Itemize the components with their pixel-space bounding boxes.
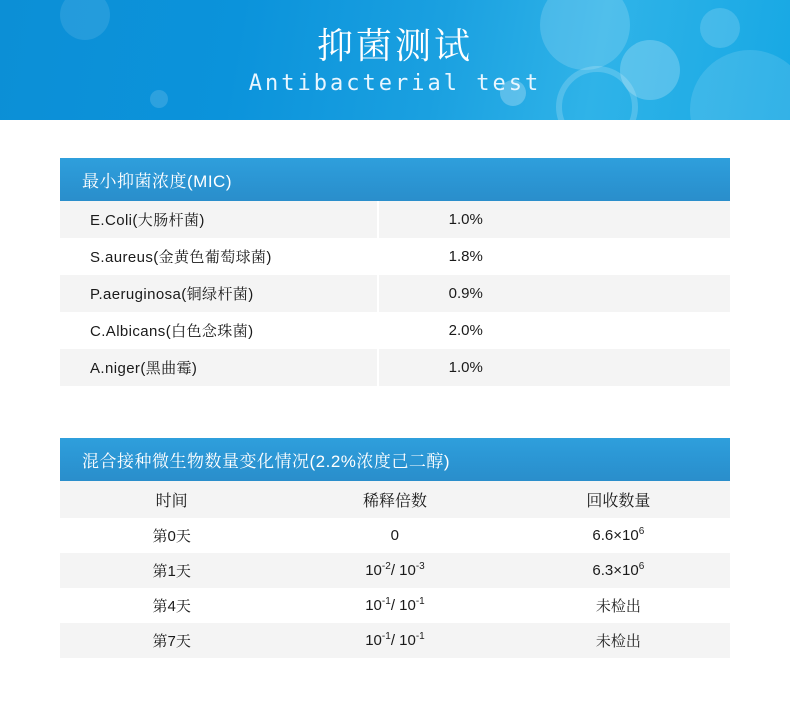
recovery-base: 6.6×10 xyxy=(592,527,639,544)
recovery-value xyxy=(507,623,730,658)
page-subtitle: Antibacterial test xyxy=(248,71,542,97)
recovery-value xyxy=(507,518,730,553)
dilution-a-base: 10 xyxy=(365,597,382,614)
dilution-b-base: 10 xyxy=(399,597,416,614)
table-row xyxy=(60,201,730,238)
table-row xyxy=(60,623,730,658)
recovery-base: 6.3×10 xyxy=(592,562,639,579)
mic-value: 1.0% xyxy=(378,201,730,238)
dilution-value xyxy=(283,588,506,623)
dilution-a-exponent: -1 xyxy=(381,596,391,607)
dilution-value xyxy=(283,623,506,658)
recovery-exponent: 6 xyxy=(638,561,645,572)
time-value: 第0天 xyxy=(60,518,283,553)
column-header-dilution: 稀释倍数 xyxy=(283,481,506,518)
table-row xyxy=(60,553,730,588)
table-row xyxy=(60,275,730,312)
recovery-exponent: 6 xyxy=(638,526,645,537)
dilution-b-exponent: -1 xyxy=(415,631,425,642)
mic-table-block xyxy=(60,158,730,386)
dilution-b-exponent: -3 xyxy=(415,561,425,572)
time-value: 第1天 xyxy=(60,553,283,588)
mic-value: 1.8% xyxy=(378,238,730,275)
table-row xyxy=(60,238,730,275)
dilution-separator: / xyxy=(390,632,400,649)
mic-table-header: 最小抑菌浓度(MIC) xyxy=(60,158,730,201)
counts-table-block xyxy=(60,438,730,658)
counts-table xyxy=(60,481,730,658)
organism-name: S.aureus(金黄色葡萄球菌) xyxy=(60,238,378,275)
organism-name: C.Albicans(白色念珠菌) xyxy=(60,312,378,349)
column-header-recovery: 回收数量 xyxy=(507,481,730,518)
mic-table xyxy=(60,201,730,386)
organism-name: E.Coli(大肠杆菌) xyxy=(60,201,378,238)
dilution-b-base: 10 xyxy=(399,562,416,579)
table-row xyxy=(60,518,730,553)
dilution-plain: 0 xyxy=(390,527,400,544)
table-row xyxy=(60,588,730,623)
time-value: 第4天 xyxy=(60,588,283,623)
dilution-separator: / xyxy=(390,562,400,579)
dilution-a-base: 10 xyxy=(365,632,382,649)
recovery-value xyxy=(507,588,730,623)
recovery-value xyxy=(507,553,730,588)
recovery-base: 未检出 xyxy=(595,598,641,615)
mic-value: 0.9% xyxy=(378,275,730,312)
dilution-a-exponent: -1 xyxy=(381,631,391,642)
dilution-b-base: 10 xyxy=(399,632,416,649)
dilution-value xyxy=(283,553,506,588)
table-row xyxy=(60,312,730,349)
mic-value: 1.0% xyxy=(378,349,730,386)
column-header-time: 时间 xyxy=(60,481,283,518)
organism-name: P.aeruginosa(铜绿杆菌) xyxy=(60,275,378,312)
time-value: 第7天 xyxy=(60,623,283,658)
dilution-b-exponent: -1 xyxy=(415,596,425,607)
page-title: 抑菌测试 xyxy=(316,24,473,66)
recovery-base: 未检出 xyxy=(595,633,641,650)
page-banner xyxy=(0,0,790,120)
organism-name: A.niger(黑曲霉) xyxy=(60,349,378,386)
dilution-a-base: 10 xyxy=(365,562,382,579)
table-row xyxy=(60,349,730,386)
table-header-row xyxy=(60,481,730,518)
dilution-value xyxy=(283,518,506,553)
mic-value: 2.0% xyxy=(378,312,730,349)
dilution-separator: / xyxy=(390,597,400,614)
counts-table-header: 混合接种微生物数量变化情况(2.2%浓度己二醇) xyxy=(60,438,730,481)
dilution-a-exponent: -2 xyxy=(381,561,391,572)
